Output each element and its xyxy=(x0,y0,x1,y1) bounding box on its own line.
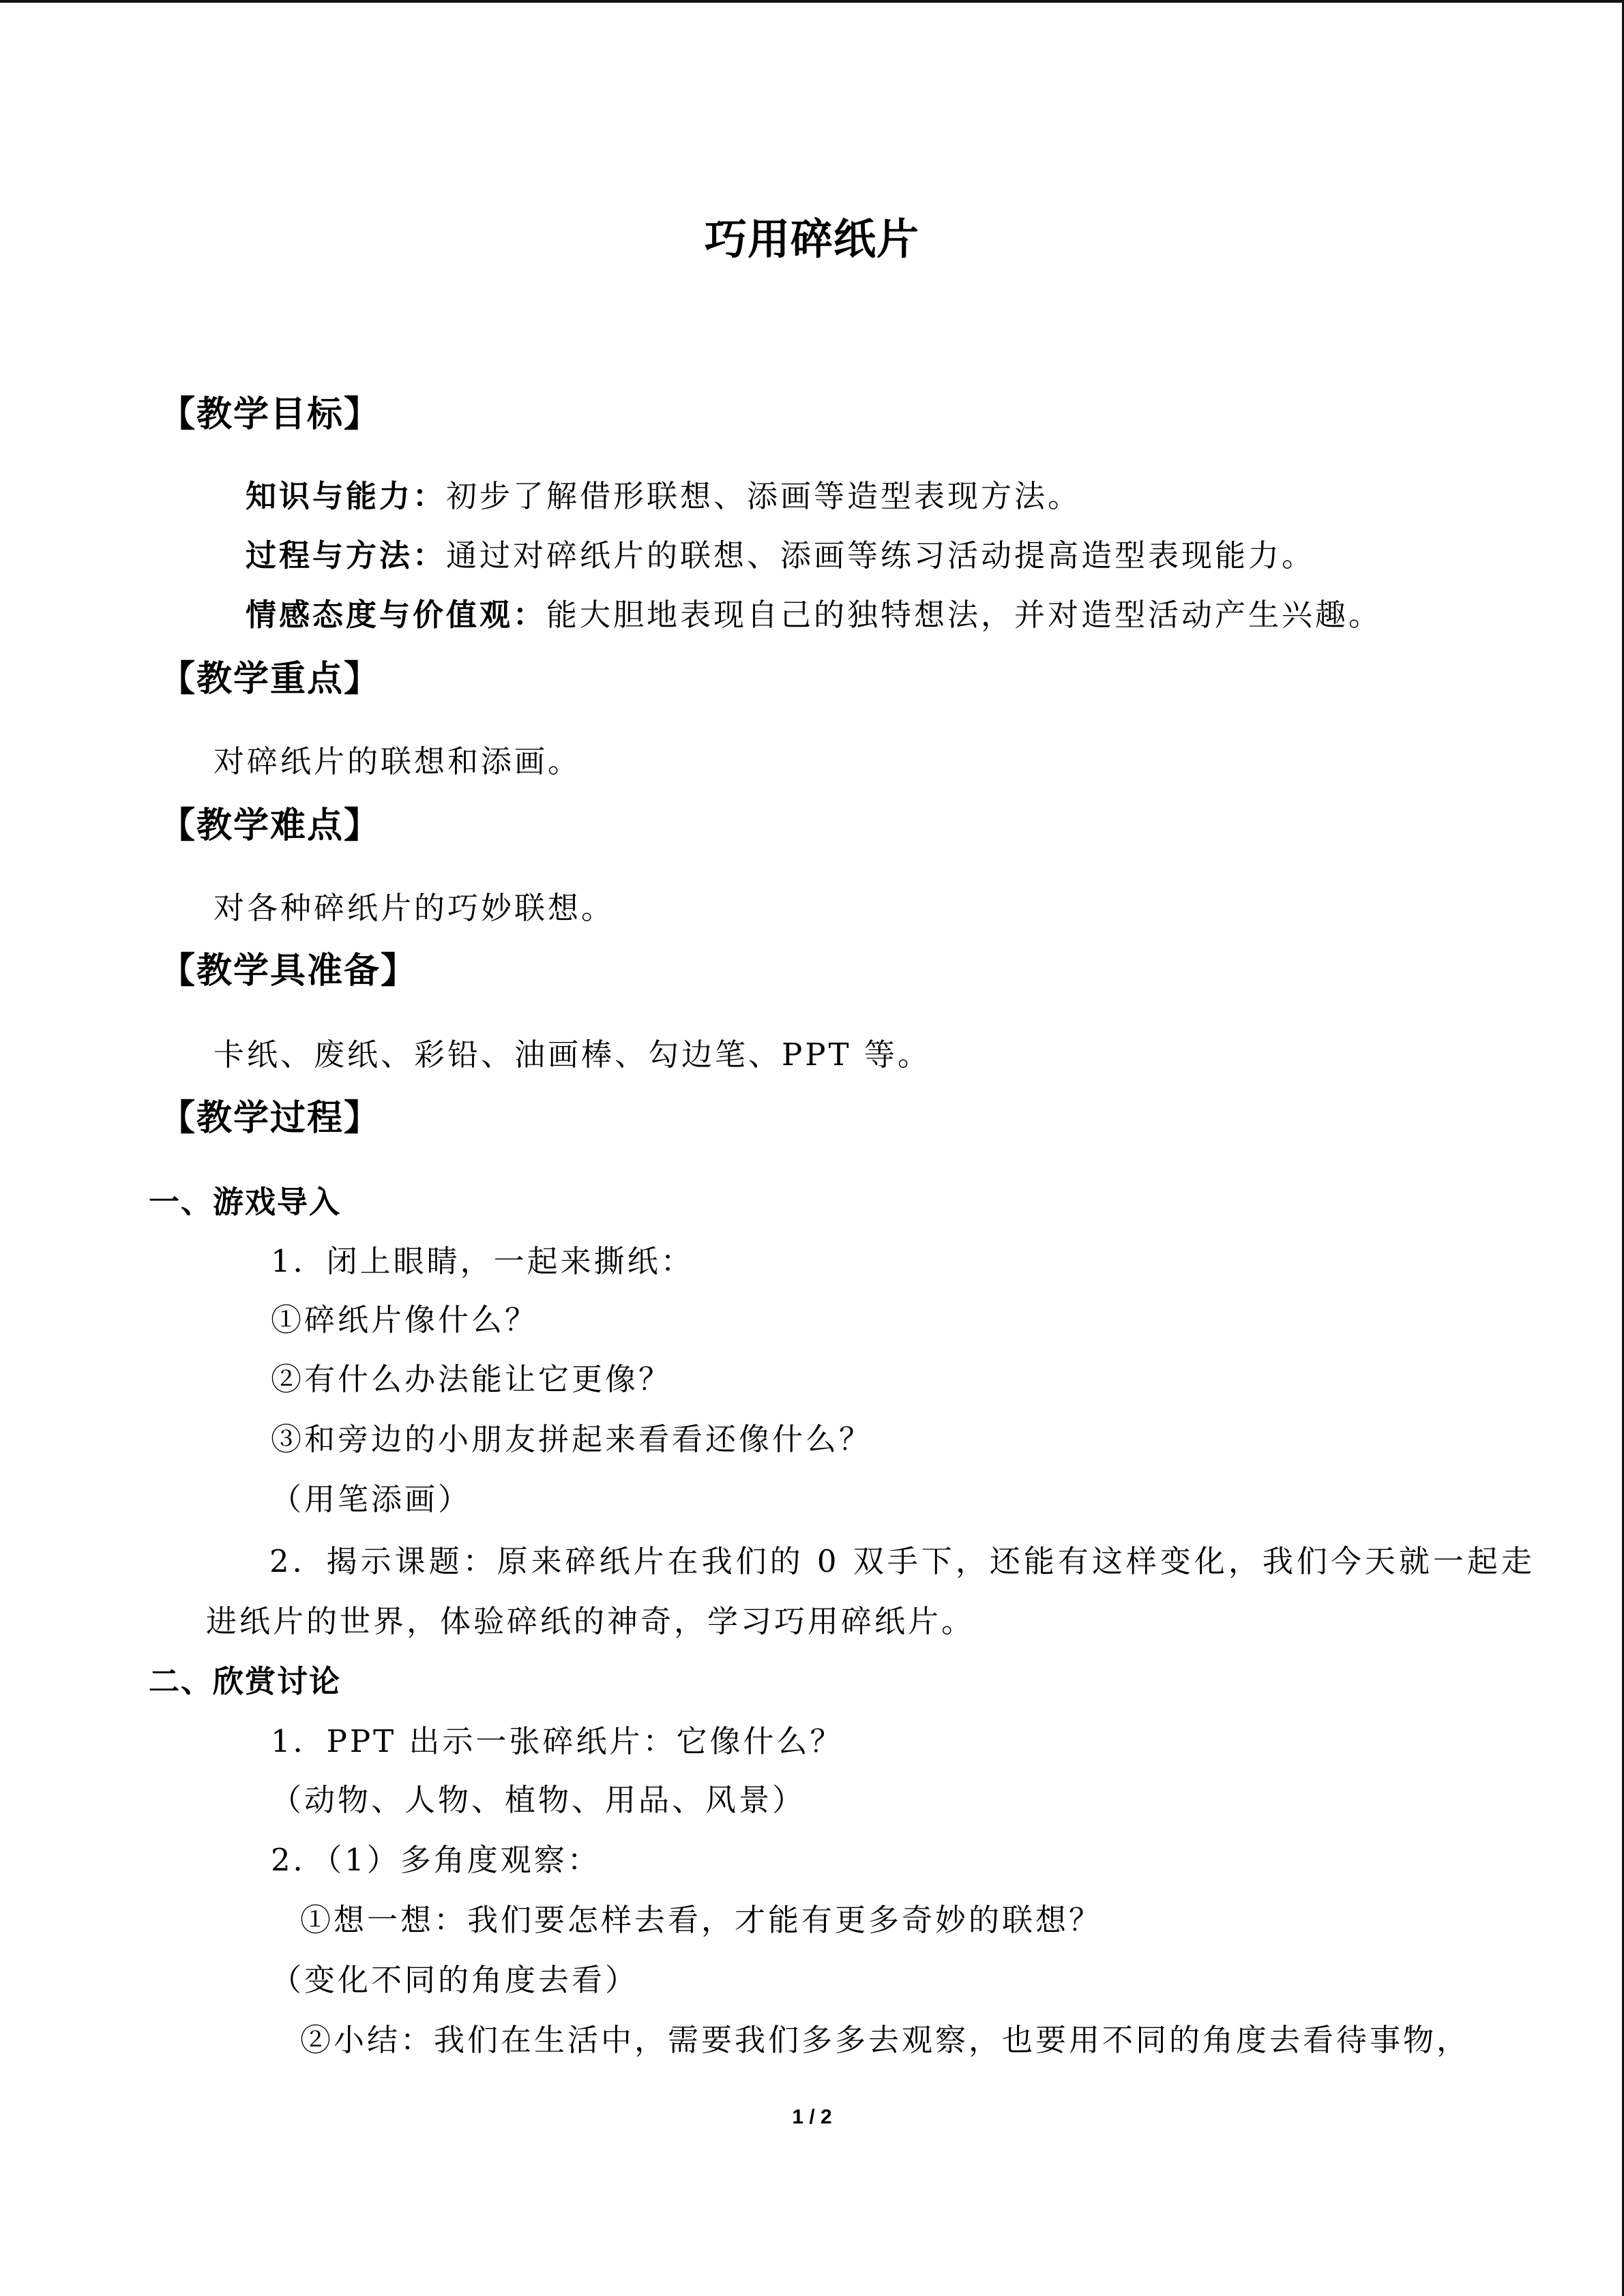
objectives-heading: 【教学目标】 xyxy=(160,393,381,435)
process-line: 2．（1）多角度观察： xyxy=(271,1842,601,1878)
process-line: （用笔添画） xyxy=(271,1481,472,1517)
process-heading: 【教学过程】 xyxy=(160,1097,381,1139)
process-line: 2．揭示课题：原来碎纸片在我们的 0 双手下，还能有这样变化，我们今天就一起走 xyxy=(269,1543,1535,1579)
objective-text: 初步了解借形联想、添画等造型表现方法。 xyxy=(446,478,1082,514)
objective-attitude xyxy=(246,597,1383,633)
document-title: 巧用碎纸片 xyxy=(704,214,919,264)
section-appreciation-title: 二、欣赏讨论 xyxy=(149,1663,342,1699)
objective-label: 过程与方法： xyxy=(246,537,447,573)
process-line: ①碎纸片像什么？ xyxy=(271,1302,539,1338)
materials-heading: 【教学具准备】 xyxy=(160,950,418,992)
key-points-text: 对碎纸片的联想和添画。 xyxy=(213,743,582,779)
objective-text: 能大胆地表现自己的独特想法，并对造型活动产生兴趣。 xyxy=(546,597,1383,633)
process-line: ②有什么办法能让它更像？ xyxy=(271,1361,673,1397)
page-top-border xyxy=(0,0,1624,3)
objective-text: 通过对碎纸片的联想、添画等练习活动提高造型表现能力。 xyxy=(446,537,1316,573)
materials-text: 卡纸、废纸、彩铅、油画棒、勾边笔、PPT 等。 xyxy=(213,1037,931,1073)
difficulties-text: 对各种碎纸片的巧妙联想。 xyxy=(213,890,615,926)
process-line: （变化不同的角度去看） xyxy=(271,1962,639,1998)
key-points-heading: 【教学重点】 xyxy=(160,658,381,700)
process-line: 1．闭上眼睛，一起来撕纸： xyxy=(271,1243,694,1279)
process-line: ③和旁边的小朋友拼起来看看还像什么？ xyxy=(271,1421,873,1457)
process-line: ①想一想：我们要怎样去看，才能有更多奇妙的联想？ xyxy=(300,1902,1103,1938)
objective-label: 情感态度与价值观： xyxy=(246,597,547,633)
section-game-intro-title: 一、游戏导入 xyxy=(149,1184,342,1220)
process-line: ②小结：我们在生活中，需要我们多多去观察，也要用不同的角度去看待事物， xyxy=(300,2022,1471,2058)
process-line: （动物、人物、植物、用品、风景） xyxy=(271,1782,806,1818)
objective-knowledge xyxy=(246,478,1082,514)
process-line: 1．PPT 出示一张碎纸片：它像什么？ xyxy=(271,1723,844,1759)
objective-process xyxy=(246,537,1316,573)
difficulties-heading: 【教学难点】 xyxy=(160,805,381,846)
page-indicator: 1 / 2 xyxy=(792,2106,832,2128)
process-line: 进纸片的世界，体验碎纸的神奇，学习巧用碎纸片。 xyxy=(206,1603,975,1639)
objective-label: 知识与能力： xyxy=(246,478,447,514)
